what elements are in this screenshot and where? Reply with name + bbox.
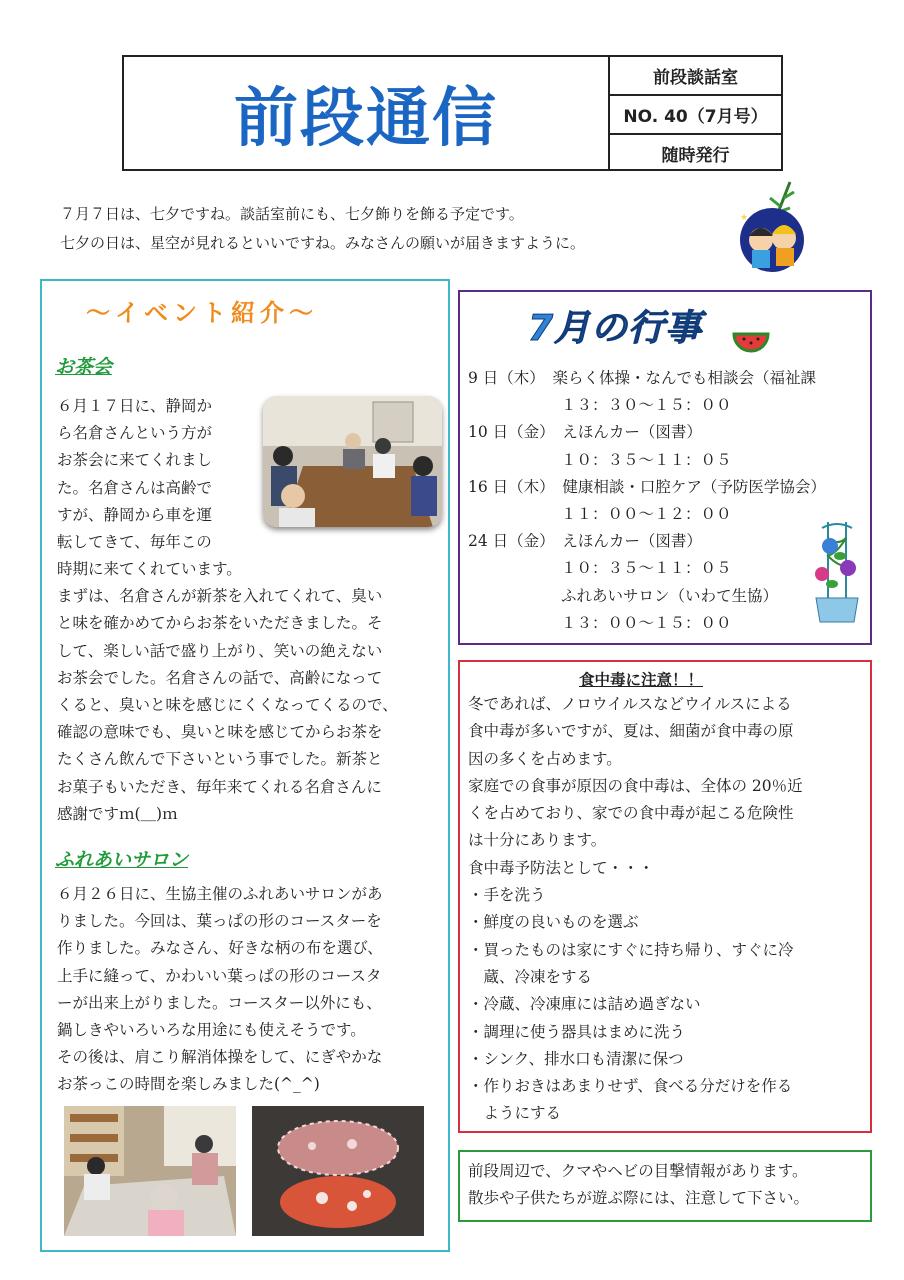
event-introduction-heading: ～イベント紹介～ (86, 299, 318, 327)
header-meta (610, 57, 781, 169)
newsletter-header (122, 55, 783, 171)
svg-text:★: ★ (794, 208, 803, 219)
food-poisoning-title: 食中毒に注意！！ (579, 670, 704, 689)
watermelon-icon (732, 330, 770, 354)
salon-title: ふれあいサロン (55, 849, 189, 871)
salon-photo-1 (64, 1106, 236, 1236)
issue-frequency: 随時発行 (661, 146, 730, 166)
wildlife-notice-text: 前段周辺で、クマやヘビの目撃情報があります。 散歩や子供たちが遊ぶ際には、注意して下さい。 (468, 1162, 810, 1207)
office-name: 前段談話室 (610, 57, 781, 96)
morning-glory-illustration (808, 518, 866, 624)
tea-party-title: お茶会 (55, 356, 113, 378)
tea-party-photo (263, 396, 442, 527)
intro-line-2: 七夕の日は、星空が見れるといいですね。みなさんの願いが届きますように。 (60, 234, 586, 252)
newsletter-title: 前段通信 (124, 57, 610, 169)
july-events-title: 7月の行事 (528, 308, 703, 349)
svg-text:★: ★ (740, 213, 749, 223)
intro-line-1: ７月７日は、七夕ですね。談話室前にも、七夕飾りを飾る予定です。 (60, 205, 524, 223)
tea-party-text: 時期に来てくれています。 まずは、名倉さんが新茶を入れてくれて、臭い と味を確かめてからお茶をいただきました。そ して、楽しい話で盛り上がり、笑いの絶えない お茶会でした。名倉さんの話で、高齢になって くると、臭いと味を感じにくくなってくるので、 確認の意味でも、臭いと味を感じてからお茶を たくさん飲んで下さいという事でした。新茶と お菓子もいただき、毎年来てくれる名倉さんに 感謝ですｍ(＿)ｍ (57, 560, 398, 823)
food-poisoning-text: 冬であれば、ノロウイルスなどウイルスによる 食中毒が多いですが、夏は、細菌が食中毒の原 因の多くを占めます。 家庭での食事が原因の食中毒は、全体の 20％近 くを占めており、家での食中毒が起こる危険性 は十分にあります。 食中毒予防法として・・・ ・手を洗う ・鮮度の良いものを選ぶ ・買ったものは家にすぐに持ち帰り、すぐに冷 蔵、冷凍をする ・冷蔵、冷凍庫には詰め過ぎない ・調理に使う器具はまめに洗う ・シンク、排水口も清潔に保つ ・作りおきはあまりせず、食べる分だけを作る ようにする (468, 695, 803, 1123)
salon-text: ６月２６日に、生協主催のふれあいサロンがあ りました。今回は、葉っぱの形のコースターを 作りました。みなさん、好きな柄の布を選び、 上手に縫って、かわいい葉っぱの形のコースタ ーが出来上がりました。コースター以外にも、 鍋しきやいろいろな用途にも使えそうです。 その後は、肩こり解消体操をして、にぎやかな お茶っこの時間を楽しみました(^_^) (57, 885, 383, 1094)
tanabata-illustration (732, 176, 812, 276)
issue-number: NO. 40（7月号） (610, 96, 781, 135)
salon-coaster-photo (252, 1106, 424, 1236)
tea-party-text-short: ６月１７日に、静岡か ら名倉さんという方が お茶会に来てくれまし た。名倉さんは高齢で すが、静岡から車を運 転してきて、毎年この (57, 397, 213, 552)
july-events-list: 9 日（木） 楽らく体操・なんでも相談会（福祉課 １３：３０～１５：００ 10 日（金） えほんカー（図書） １０：３５～１１：０５ 16 日（木） 健康相談・口腔ケア（予防医学協会） １１：００～１２：００ 24 日（金） えほんカー（図書） １０：３５～１１：０５ ふれあいサロン（いわて生協） １３：００～１５：００ (468, 369, 826, 632)
